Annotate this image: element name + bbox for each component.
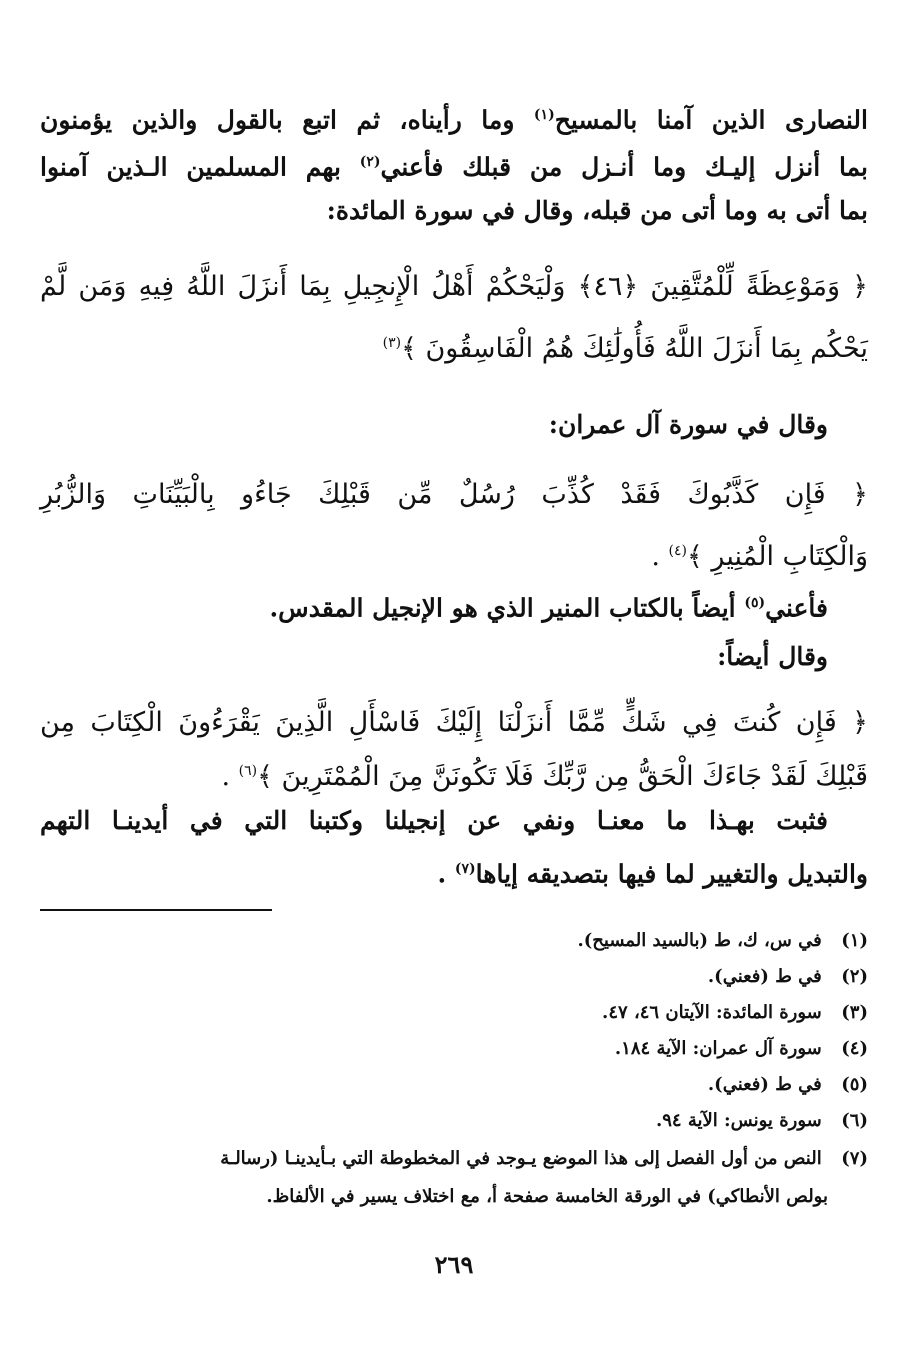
text-run: .: [221, 761, 231, 792]
paragraph-5-line-2: [40, 852, 868, 891]
footnote-4: [40, 1036, 868, 1062]
text-run: والتبديل والتغيير لما فيها بتصديقه إياها: [475, 859, 868, 889]
footnote-ref-6: (٦): [238, 763, 258, 779]
footnote-text: بولص الأنطاكي) في الورقة الخامسة صفحة أ، مع اختلاف يسير في الألفاظ.: [266, 1186, 828, 1207]
verse-2-line-1: [40, 476, 868, 514]
footnote-7-continuation: [40, 1184, 828, 1210]
footnote-number: (٧): [841, 1148, 868, 1169]
quran-text: ﴿ وَمَوْعِظَةً لِّلْمُتَّقِينَ ﴿٤٦﴾ وَلْيَحْكُمْ أَهْلُ الْإِنجِيلِ بِمَا أَنزَلَ اللَّهُ فِيهِ وَمَن لَّمْ: [40, 271, 869, 302]
text-run: النصارى الذين آمنا بالمسيح: [554, 105, 868, 135]
paragraph-4: [40, 640, 828, 674]
footnote-ref-1: (١): [533, 107, 555, 123]
paragraph-2: [40, 408, 828, 442]
footnote-text: سورة يونس: الآية ٩٤.: [655, 1110, 822, 1131]
quran-text: ﴿ فَإِن كُنتَ فِي شَكٍّ مِّمَّا أَنزَلْنَا إِلَيْكَ فَاسْأَلِ الَّذِينَ يَقْرَءُونَ الْكِتَابَ مِن: [40, 707, 868, 738]
footnote-number: (١): [841, 930, 868, 951]
text-run: بما أتى به وما أتى من قبله، وقال في سورة المائدة:: [326, 196, 868, 225]
footnote-number: (٣): [841, 1002, 868, 1023]
verse-3-line-2: [40, 752, 868, 796]
footnote-number: (٤): [841, 1038, 868, 1059]
footnote-6: [40, 1108, 868, 1134]
footnote-text: سورة المائدة: الآيتان ٤٦، ٤٧.: [602, 1002, 822, 1023]
footnote-text: في س، ك، ط (بالسيد المسيح).: [577, 930, 822, 951]
text-run: .: [437, 859, 447, 889]
page-number: ٢٦٩: [434, 1250, 474, 1279]
verse-2-line-2: [40, 532, 868, 576]
quran-text: ﴿ فَإِن كَذَّبُوكَ فَقَدْ كُذِّبَ رُسُلٌ مِّن قَبْلِكَ جَاءُو بِالْبَيِّنَاتِ وَالزُّبُرِ: [40, 479, 868, 510]
footnote-ref-5: (٥): [744, 595, 766, 611]
footnote-text: سورة آل عمران: الآية ١٨٤.: [614, 1038, 822, 1059]
text-run: فثبت بهـذا ما معنـا ونفي عن إنجيلنا وكتبنا التي في أيدينـا التهم: [40, 806, 828, 835]
footnote-5: [40, 1072, 868, 1098]
text-run: وقال أيضاً:: [717, 642, 828, 671]
footnote-7: [40, 1146, 868, 1172]
paragraph-3: [40, 586, 828, 625]
paragraph-1-line-1: [40, 98, 868, 137]
text-run: فأعني: [765, 593, 828, 623]
footnote-text: النص من أول الفصل إلى هذا الموضع يـوجد في المخطوطة التي بـأيدينـا (رسالـة: [220, 1148, 822, 1169]
quran-text: وَالْكِتَابِ الْمُنِيرِ ﴾: [687, 541, 868, 572]
quran-text: قَبْلِكَ لَقَدْ جَاءَكَ الْحَقُّ مِن رَّبِّكَ فَلَا تَكُونَنَّ مِنَ الْمُمْتَرِينَ ﴾: [257, 761, 868, 792]
text-run: وقال في سورة آل عمران:: [548, 410, 828, 439]
paragraph-5-line-1: [40, 804, 828, 838]
footnote-number: (٢): [841, 966, 868, 987]
text-run: وما رأيناه، ثم اتبع بالقول والذين يؤمنون: [40, 105, 515, 135]
verse-3-line-1: [40, 704, 868, 742]
text-run: .: [651, 541, 660, 572]
footnote-ref-4: (٤): [668, 543, 688, 559]
paragraph-1-line-2: [40, 145, 868, 184]
footnote-text: في ط (فعني).: [707, 966, 822, 987]
text-run: بهم المسلمين الـذين آمنوا: [40, 152, 341, 182]
verse-1-line-2: [40, 324, 868, 368]
text-run: بما أنزل إليـك وما أنـزل من قبلك فأعني: [380, 152, 868, 182]
footnote-1: [40, 928, 868, 954]
footnote-ref-7: (٧): [454, 861, 476, 877]
footnote-3: [40, 1000, 868, 1026]
footnote-text: في ط (فعني).: [707, 1074, 822, 1095]
footnote-number: (٥): [841, 1074, 868, 1095]
text-run: أيضاً بالكتاب المنير الذي هو الإنجيل المقدس.: [269, 593, 736, 623]
footnote-2: [40, 964, 868, 990]
verse-1-line-1: [40, 268, 868, 306]
footnote-ref-3: (٣): [382, 335, 402, 351]
quran-text: يَحْكُم بِمَا أَنزَلَ اللَّهُ فَأُولَٰئِكَ هُمُ الْفَاسِقُونَ ﴾: [401, 333, 868, 364]
footnote-ref-2: (٢): [359, 154, 381, 170]
footnote-number: (٦): [841, 1110, 868, 1131]
paragraph-1-line-3: [40, 194, 868, 228]
footnote-separator: [40, 909, 272, 911]
